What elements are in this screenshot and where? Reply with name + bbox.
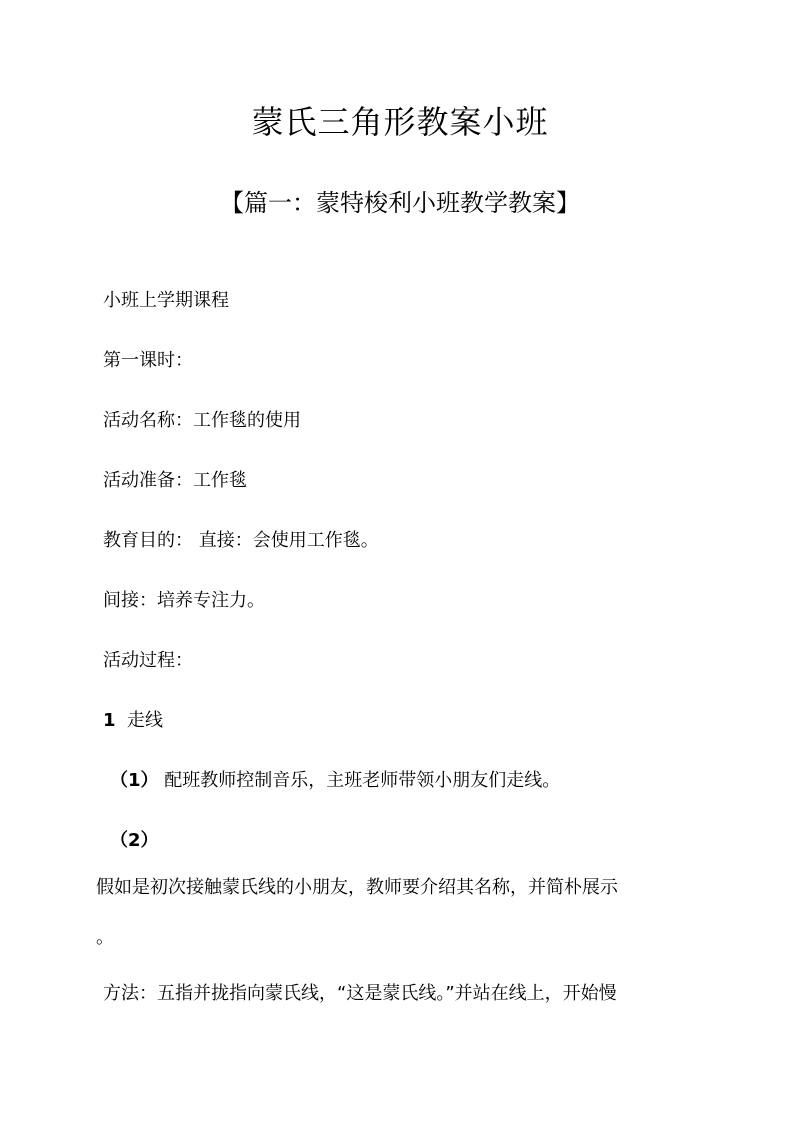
step-number: 1 [103, 710, 116, 731]
sub-number-1: （1） [110, 770, 159, 791]
sub-text-1: 配班教师控制音乐，主班老师带领小朋友们走线。 [164, 770, 561, 791]
text-line-intro: 假如是初次接触蒙氏线的小朋友，教师要介绍其名称，并简朴展示 [96, 877, 618, 898]
text-line-goal-direct: 教育目的： 直接：会使用工作毯。 [103, 530, 379, 551]
document-title: 蒙氏三角形教案小班 [251, 103, 549, 141]
text-line-goal-indirect: 间接：培养专注力。 [103, 590, 265, 611]
text-line-course: 小班上学期课程 [103, 290, 229, 311]
document-subtitle: 【篇一：蒙特梭利小班教学教案】 [220, 189, 580, 217]
text-line-lesson: 第一课时： [103, 350, 193, 371]
text-line-sub-1 [110, 767, 560, 795]
text-line-step-1 [103, 707, 163, 735]
text-line-process: 活动过程： [103, 650, 193, 671]
text-line-activity-prep: 活动准备：工作毯 [103, 470, 247, 491]
text-line-method: 方法：五指并拢指向蒙氏线，“这是蒙氏线。”并站在线上，开始慢 [103, 983, 617, 1004]
text-line-period: 。 [96, 927, 114, 948]
step-label: 走线 [126, 710, 163, 731]
text-line-sub-2: （2） [110, 830, 159, 851]
text-line-activity-name: 活动名称：工作毯的使用 [103, 410, 301, 431]
